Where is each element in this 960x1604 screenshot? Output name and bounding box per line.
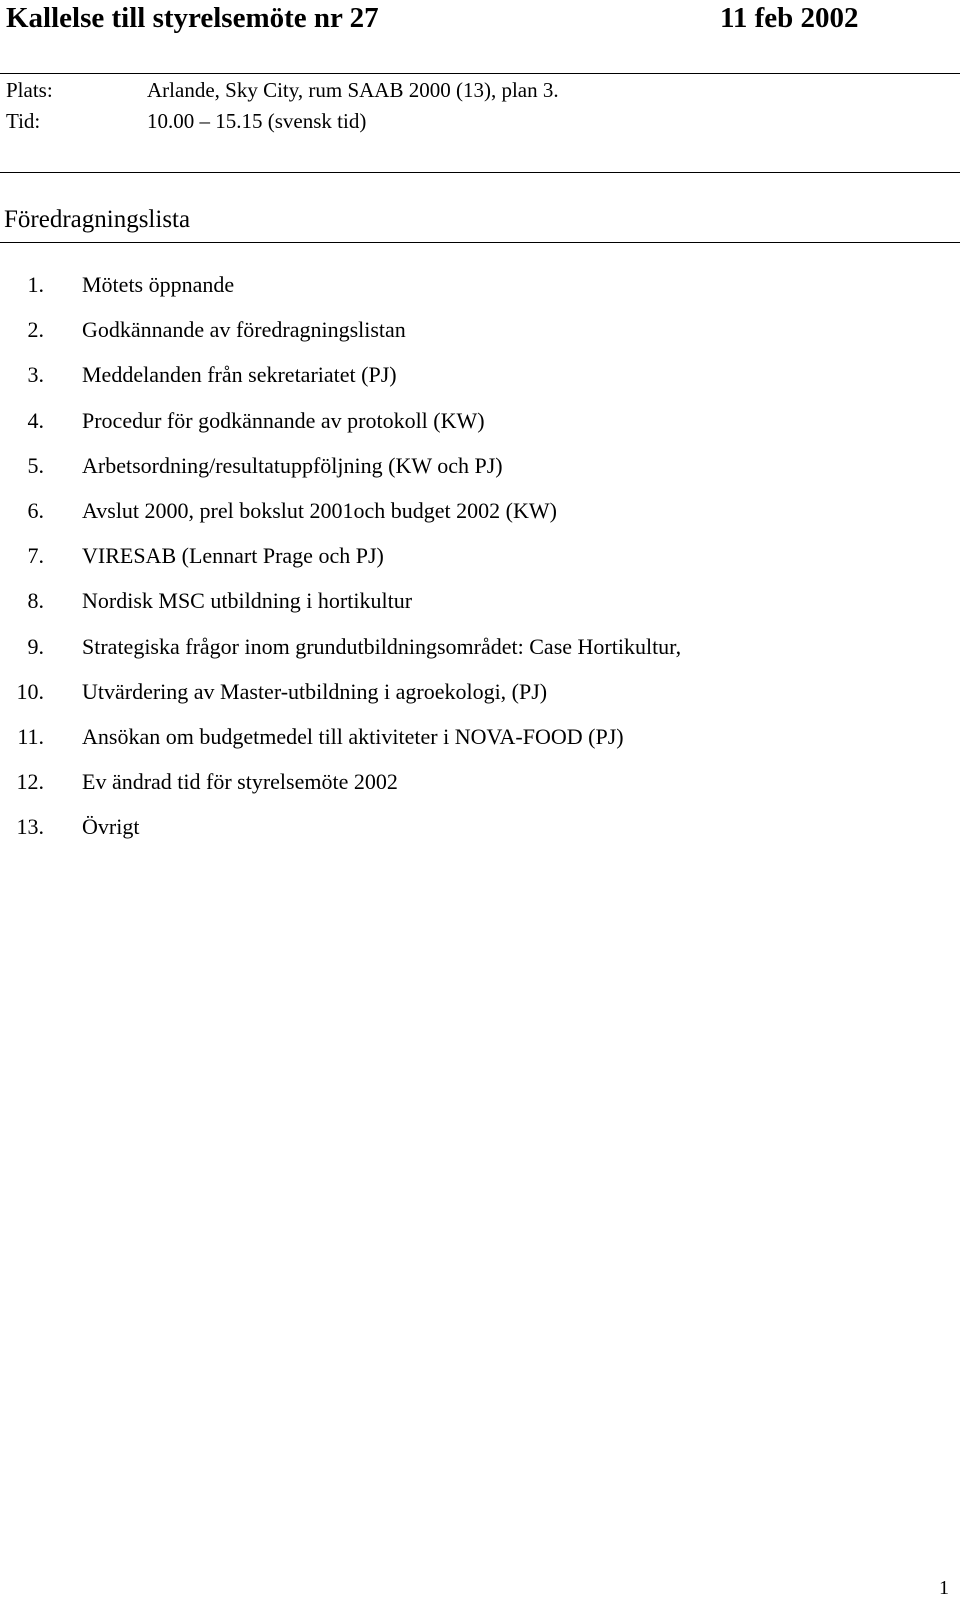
place-value: Arlande, Sky City, rum SAAB 2000 (13), plan 3.	[147, 78, 559, 102]
agenda-item-text: Utvärdering av Master-utbildning i agroekologi, (PJ)	[82, 678, 548, 704]
divider-top	[0, 73, 960, 74]
agenda-item-text: Övrigt	[82, 814, 140, 840]
divider-middle	[0, 172, 960, 173]
agenda-item-text: Ansökan om budgetmedel till aktiviteter i NOVA-FOOD (PJ)	[82, 723, 624, 749]
page-title: Kallelse till styrelsemöte nr 27	[6, 2, 379, 34]
agenda-heading: Föredragningslista	[4, 206, 191, 233]
agenda-item-text: Procedur för godkännande av protokoll (KW)	[82, 407, 485, 433]
agenda-item	[0, 724, 920, 769]
agenda-item	[0, 634, 920, 679]
agenda-item	[0, 362, 920, 407]
agenda-item-number: 7.	[27, 543, 44, 569]
agenda-item-text: Mötets öppnande	[82, 272, 235, 297]
agenda-item-number: 12.	[16, 769, 44, 795]
time-label: Tid:	[6, 109, 41, 133]
agenda-item	[0, 679, 920, 724]
agenda-item	[0, 453, 920, 498]
agenda-item-text: Godkännande av föredragningslistan	[82, 317, 406, 343]
agenda-item-text: Strategiska frågor inom grundutbildningsområdet: Case Hortikultur,	[82, 633, 682, 659]
agenda-item	[0, 408, 920, 453]
agenda-item	[0, 498, 920, 543]
agenda-item	[0, 543, 920, 588]
agenda-item-text: Meddelanden från sekretariatet (PJ)	[82, 362, 397, 388]
agenda-item-number: 3.	[27, 362, 44, 388]
agenda-item-text: Ev ändrad tid för styrelsemöte 2002	[82, 769, 398, 795]
agenda-item-text: Nordisk MSC utbildning i hortikultur	[82, 588, 413, 614]
agenda-item-number: 4.	[27, 407, 44, 433]
page-number: 1	[939, 1577, 949, 1599]
place-label: Plats:	[6, 78, 53, 102]
agenda-item-number: 13.	[16, 814, 44, 840]
agenda-item	[0, 769, 920, 814]
agenda-item	[0, 588, 920, 633]
header	[6, 0, 886, 40]
agenda-item-number: 8.	[27, 588, 44, 614]
agenda-item-number: 2.	[27, 317, 44, 343]
agenda-item-number: 11.	[17, 723, 44, 749]
agenda-item-text: Arbetsordning/resultatuppföljning (KW och PJ)	[82, 452, 503, 478]
agenda-item-number: 5.	[27, 452, 44, 478]
agenda-item-number: 1.	[27, 272, 44, 297]
agenda-item-number: 9.	[27, 633, 44, 659]
agenda-item-text: Avslut 2000, prel bokslut 2001och budget 2002 (KW)	[82, 497, 557, 523]
agenda-item-number: 10.	[16, 678, 44, 704]
agenda-item-text: VIRESAB (Lennart Prage och PJ)	[82, 543, 384, 569]
agenda-item	[0, 317, 920, 362]
agenda-item	[0, 272, 920, 317]
time-value: 10.00 – 15.15 (svensk tid)	[147, 109, 367, 133]
agenda-item-number: 6.	[27, 497, 44, 523]
divider-agenda	[0, 242, 960, 243]
agenda-item	[0, 814, 920, 859]
meeting-date: 11 feb 2002	[720, 2, 859, 34]
agenda-list	[0, 272, 920, 859]
